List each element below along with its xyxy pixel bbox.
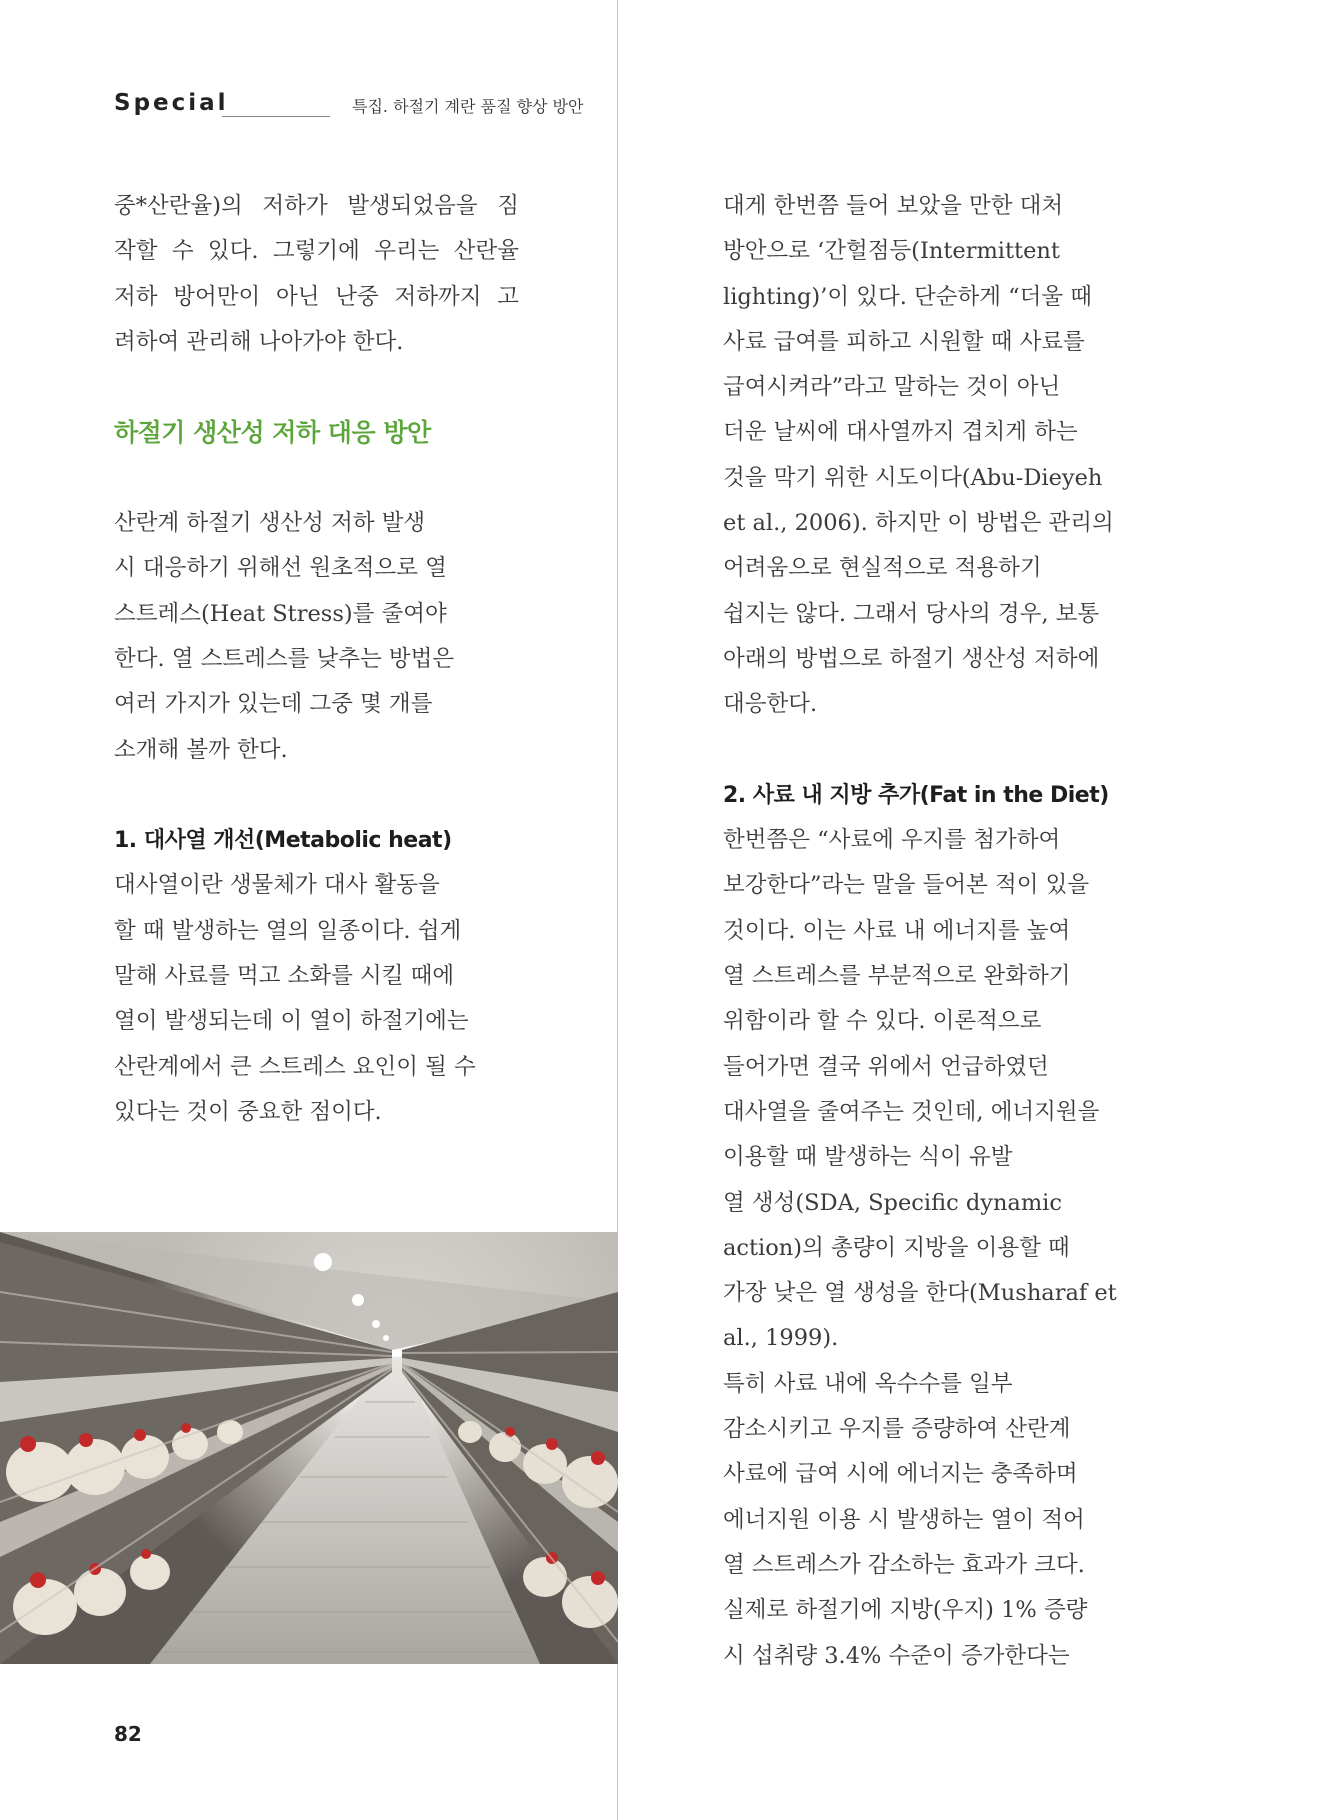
section-heading: 하절기 생산성 저하 대응 방안	[114, 418, 431, 448]
text-line: 감소시키고 우지를 증량하여 산란계	[723, 1416, 1071, 1443]
poultry-house-photo	[0, 1232, 618, 1664]
text-line: 이용할 때 발생하는 식이 유발	[723, 1144, 1013, 1171]
text-line: 작할 수 있다. 그렇기에 우리는 산란율	[114, 238, 519, 265]
text-line: 에너지원 이용 시 발생하는 열이 적어	[723, 1506, 1085, 1533]
text-line: action)의 총량이 지방을 이용할 때	[723, 1234, 1070, 1261]
text-line: 실제로 하절기에 지방(우지) 1% 증량	[723, 1597, 1088, 1624]
text-line: 할 때 발생하는 열의 일종이다. 쉽게	[114, 917, 462, 944]
text-line: 산란계 하절기 생산성 저하 발생	[114, 510, 426, 537]
intro-paragraph	[114, 184, 519, 365]
text-line: 산란계에서 큰 스트레스 요인이 될 수	[114, 1053, 476, 1080]
text-line: 한다. 열 스트레스를 낮추는 방법은	[114, 645, 455, 672]
right-column	[723, 184, 1143, 1679]
text-line: 위함이라 할 수 있다. 이론적으로	[723, 1008, 1042, 1035]
text-line: 시 대응하기 위해선 원초적으로 열	[114, 555, 447, 582]
text-line: 어려움으로 현실적으로 적용하기	[723, 555, 1042, 582]
text-line: 가장 낮은 열 생성을 한다(Musharaf et	[723, 1280, 1117, 1307]
text-line: 중*산란율)의 저하가 발생되었음을 짐	[114, 193, 519, 219]
text-line: 여러 가지가 있는데 그중 몇 개를	[114, 691, 433, 718]
section-label: Special	[114, 90, 229, 116]
text-line: 더운 날씨에 대사열까지 겹치게 하는	[723, 419, 1078, 446]
text-line: et al., 2006). 하지만 이 방법은 관리의	[723, 510, 1114, 537]
text-line: 말해 사료를 먹고 소화를 시킬 때에	[114, 963, 455, 990]
metabolic-heat-paragraph	[114, 863, 519, 1135]
text-line: 들어가면 결국 위에서 언급하였던	[723, 1053, 1049, 1080]
subheading-fat-in-diet: 2. 사료 내 지방 추가(Fat in the Diet)	[723, 782, 1109, 808]
text-line: 려하여 관리해 나아가야 한다.	[114, 328, 404, 355]
text-line: 열 스트레스가 감소하는 효과가 크다.	[723, 1551, 1085, 1578]
page-number: 82	[114, 1722, 142, 1746]
text-line: 시 섭취량 3.4% 수준이 증가한다는	[723, 1642, 1070, 1669]
text-line: 열 생성(SDA, Specific dynamic	[723, 1189, 1062, 1216]
text-line: al., 1999).	[723, 1325, 839, 1352]
running-title: 특집. 하절기 계란 품질 향상 방안	[352, 97, 584, 116]
text-line: 대사열이란 생물체가 대사 활동을	[114, 872, 440, 899]
text-line: lighting)’이 있다. 단순하게 “더울 때	[723, 283, 1092, 310]
section-paragraph	[114, 501, 519, 773]
text-line: 방안으로 ‘간헐점등(Intermittent	[723, 238, 1060, 265]
text-line: 스트레스(Heat Stress)를 줄여야	[114, 600, 447, 627]
text-line: 특히 사료 내에 옥수수를 일부	[723, 1370, 1013, 1397]
text-line: 사료 급여를 피하고 시원할 때 사료를	[723, 328, 1085, 355]
text-line: 것을 막기 위한 시도이다(Abu-Dieyeh	[723, 464, 1103, 491]
fat-in-diet-paragraph	[723, 818, 1143, 1679]
text-line: 쉽지는 않다. 그래서 당사의 경우, 보통	[723, 600, 1100, 627]
text-line: 열 스트레스를 부분적으로 완화하기	[723, 963, 1071, 990]
header-rule	[222, 116, 330, 117]
text-line: 것이다. 이는 사료 내 에너지를 높여	[723, 917, 1071, 944]
text-line: 대게 한번쯤 들어 보았을 만한 대처	[723, 193, 1064, 219]
intermittent-lighting-paragraph	[723, 184, 1143, 728]
text-line: 보강한다”라는 말을 들어본 적이 있을	[723, 872, 1090, 899]
text-line: 아래의 방법으로 하절기 생산성 저하에	[723, 645, 1100, 672]
text-line: 저하 방어만이 아닌 난중 저하까지 고	[114, 283, 519, 310]
text-line: 대응한다.	[723, 691, 818, 718]
subheading-metabolic-heat: 1. 대사열 개선(Metabolic heat)	[114, 828, 452, 854]
text-line: 급여시켜라”라고 말하는 것이 아닌	[723, 374, 1061, 401]
text-line: 사료에 급여 시에 에너지는 충족하며	[723, 1461, 1078, 1488]
text-line: 있다는 것이 중요한 점이다.	[114, 1098, 382, 1125]
left-column	[114, 184, 519, 1135]
text-line: 대사열을 줄여주는 것인데, 에너지원을	[723, 1098, 1100, 1125]
text-line: 소개해 볼까 한다.	[114, 736, 288, 763]
text-line: 열이 발생되는데 이 열이 하절기에는	[114, 1008, 469, 1035]
text-line: 한번쯤은 “사료에 우지를 첨가하여	[723, 827, 1061, 854]
